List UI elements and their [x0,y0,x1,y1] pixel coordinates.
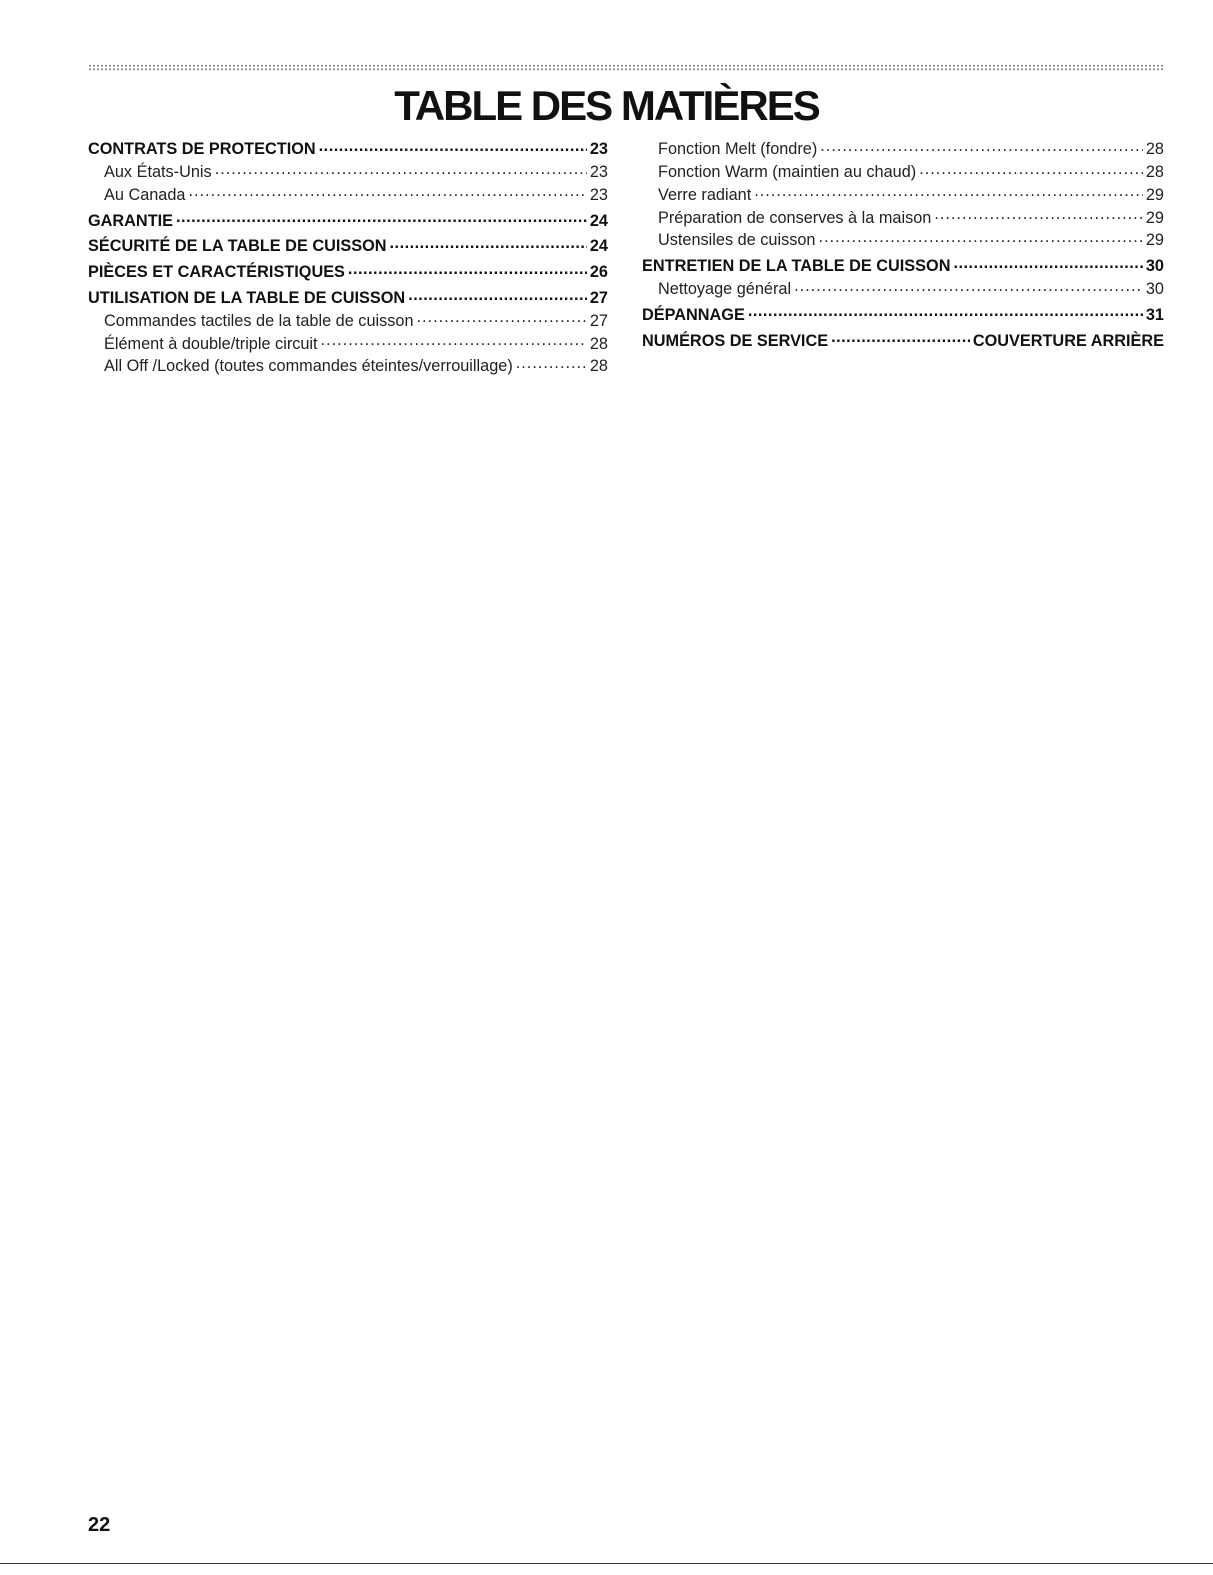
toc-entry-page: 28 [1145,140,1164,159]
toc-section-entry[interactable] [88,261,608,284]
toc-subsection-entry[interactable] [88,355,608,378]
toc-subsection-entry[interactable] [88,332,608,355]
toc-entry-page: 28 [589,357,608,376]
toc-entry-page: 29 [1145,185,1164,204]
toc-entry-page: 24 [589,211,608,230]
toc-entry-page: 27 [589,311,608,330]
toc-entry-label: Fonction Warm (maintien au chaud) [658,163,917,182]
toc-entry-label: Fonction Melt (fondre) [658,140,818,159]
page-number: 22 [88,1514,111,1536]
toc-entry-label: All Off /Locked (toutes commandes éteintes/verrouillage) [104,357,513,376]
toc-subsection-entry[interactable] [642,206,1164,229]
bottom-rule [0,1563,1213,1564]
dot-leader [820,138,1143,154]
page-title: TABLE DES MATIÈRES [394,82,819,129]
toc-entry-page: 28 [589,334,608,353]
toc-entry-page: 24 [589,237,608,256]
dot-leader [321,332,587,348]
toc-subsection-entry[interactable] [642,161,1164,184]
toc-entry-label: Élément à double/triple circuit [104,334,318,353]
toc-section-entry[interactable] [642,255,1164,278]
toc-entry-label: UTILISATION DE LA TABLE DE CUISSON [88,289,406,308]
toc-entry-label: Ustensiles de cuisson [658,231,816,250]
toc-entry-page: COUVERTURE ARRIÈRE [972,331,1164,350]
toc-entry-label: Au Canada [104,185,186,204]
toc-section-entry[interactable] [88,138,608,161]
toc-entry-label: Verre radiant [658,185,752,204]
toc-entry-page: 26 [589,263,608,282]
toc-entry-page: 31 [1145,305,1164,324]
toc-section-entry[interactable] [88,235,608,258]
dot-leader [818,229,1142,245]
toc-right-column [642,138,1164,352]
toc-entry-label: Commandes tactiles de la table de cuisson [104,311,414,330]
toc-subsection-entry[interactable] [88,184,608,207]
toc-entry-label: PIÈCES ET CARACTÉRISTIQUES [88,263,345,282]
dot-leader [919,161,1143,177]
toc-section-entry[interactable] [88,209,608,232]
toc-subsection-entry[interactable] [88,310,608,333]
dot-leader [794,278,1143,294]
toc-entry-label: NUMÉROS DE SERVICE [642,331,829,350]
toc-entry-page: 30 [1145,257,1164,276]
toc-entry-page: 23 [589,140,608,159]
toc-entry-page: 29 [1145,231,1164,250]
dot-leader [934,206,1143,222]
toc-entry-page: 30 [1145,280,1164,299]
toc-entry-label: ENTRETIEN DE LA TABLE DE CUISSON [642,257,951,276]
toc-entry-page: 27 [589,289,608,308]
toc-entry-label: SÉCURITÉ DE LA TABLE DE CUISSON [88,237,387,256]
toc-subsection-entry[interactable] [88,161,608,184]
dot-leader [215,161,587,177]
dot-leader [319,138,587,154]
toc-entry-label: GARANTIE [88,211,174,230]
dot-leader [390,235,587,251]
toc-entry-page: 29 [1145,208,1164,227]
toc-entry-label: DÉPANNAGE [642,305,745,324]
dot-leader [348,261,587,277]
toc-section-entry[interactable] [88,287,608,310]
toc-section-entry[interactable] [642,329,1164,352]
toc-subsection-entry[interactable] [642,229,1164,252]
toc-subsection-entry[interactable] [642,184,1164,207]
toc-left-column [88,138,608,378]
dot-leader [176,209,587,225]
dot-leader [754,184,1143,200]
toc-entry-label: Aux États-Unis [104,163,212,182]
toc-entry-page: 23 [589,185,608,204]
toc-entry-page: 23 [589,163,608,182]
dot-leader [188,184,586,200]
dot-leader [831,329,970,345]
dot-leader [748,304,1143,320]
dot-leader [953,255,1142,271]
toc-subsection-entry[interactable] [642,278,1164,301]
toc-entry-label: CONTRATS DE PROTECTION [88,140,316,159]
dot-leader [417,310,587,326]
dot-leader [408,287,587,303]
toc-subsection-entry[interactable] [642,138,1164,161]
toc-entry-label: Préparation de conserves à la maison [658,208,932,227]
top-dotted-rule [88,64,1164,71]
toc-entry-label: Nettoyage général [658,280,792,299]
toc-section-entry[interactable] [642,304,1164,327]
toc-entry-page: 28 [1145,163,1164,182]
dot-leader [516,355,587,371]
